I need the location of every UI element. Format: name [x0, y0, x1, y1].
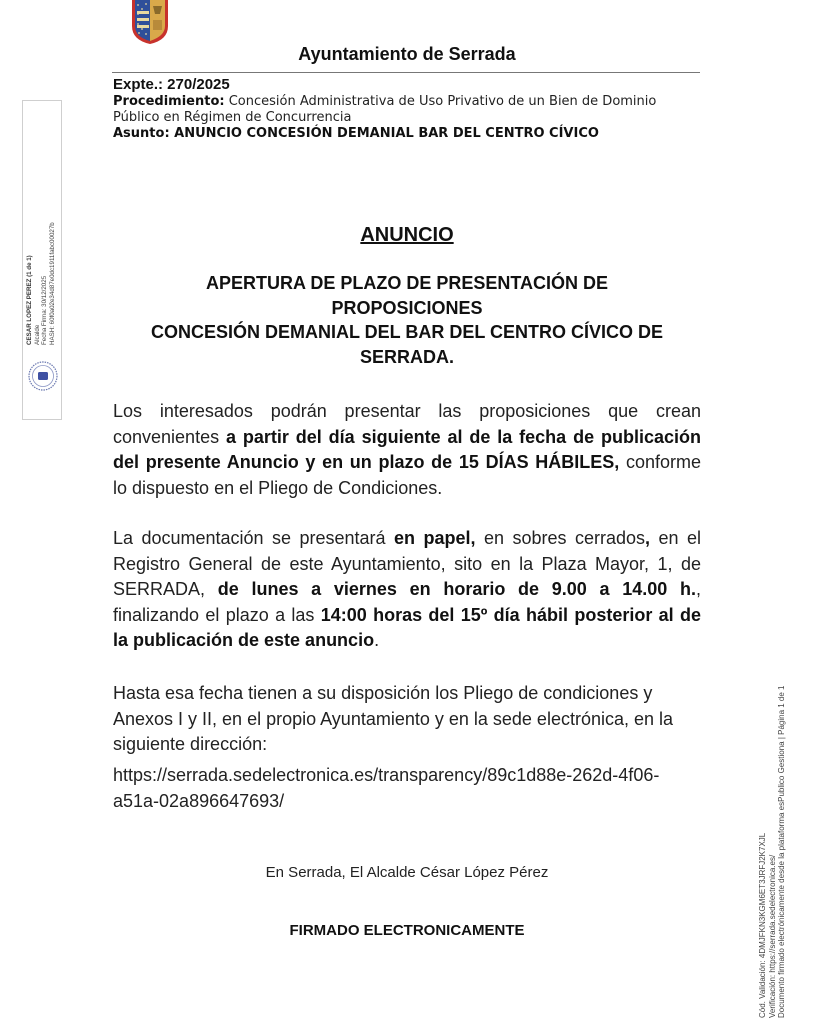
procedimiento-value: Concesión Administrativa de Uso Privativo de un Bien de Dominio Público en Régimen de Concurrencia: [113, 94, 657, 125]
signature-line: En Serrada, El Alcalde César López Pérez: [265, 864, 549, 881]
text-run: , finalizando el plazo a las: [113, 579, 701, 625]
text-run: .: [374, 630, 380, 650]
document-subtitle: [112, 271, 702, 369]
paragraph-documentacion: [113, 526, 701, 654]
signature-stamp-text: [26, 222, 56, 345]
validation-side-text: [758, 686, 787, 1019]
text-run: Los interesados podrán presentar las proposiciones que crean convenientes: [113, 401, 701, 447]
signature-hash: HASH: 60f0a02e34d87e0dc1911fabc00027b: [48, 222, 56, 345]
bold-run: a partir del día siguiente al de la fecha de publicación del presente Anuncio y en un plazo de 15 DÍAS HÁBILES,: [113, 426, 701, 472]
header-divider: [112, 72, 700, 73]
electronic-signature-label: FIRMADO ELECTRONICAMENTE: [289, 922, 525, 939]
text-run: en el Registro General de este Ayuntamiento, sito en la Plaza Mayor, 1, de SERRADA,: [113, 528, 701, 599]
paragraph-plazo: [113, 399, 701, 501]
transparency-link[interactable]: [113, 762, 713, 814]
text-run: La documentación se presentará: [113, 528, 395, 548]
document-heading: ANUNCIO: [360, 224, 454, 246]
paragraph-pliego: Hasta esa fecha tienen a su disposición los Pliego de condiciones y Anexos I y II, en el propio Ayuntamiento y en la sede electrónica, en la siguiente dirección:: [113, 683, 674, 754]
text-run: en sobres cerrados: [475, 528, 646, 548]
platform-note: Documento firmado electrónicamente desde la plataforma esPublico Gestiona | Página 1 de 1: [777, 685, 786, 1018]
bold-run: ,: [645, 528, 651, 548]
subtitle-line: CONCESIÓN DEMANIAL DEL BAR DEL CENTRO CÍVICO DE: [150, 322, 664, 342]
signature-date: Fecha Firma: 30/12/2025: [41, 275, 48, 345]
asunto-text: Asunto: ANUNCIO CONCESIÓN DEMANIAL BAR DEL CENTRO CÍVICO: [113, 126, 599, 141]
procedimiento-line: [113, 94, 705, 126]
validation-code: Cód. Validación: 4DMJFKN3KGM6ET3JRFJ2K7XJL: [758, 832, 767, 1018]
municipal-coat-of-arms-icon: [130, 0, 170, 44]
subtitle-line: PROPOSICIONES: [331, 297, 483, 318]
link-line: https://serrada.sedelectronica.es/transparency/89c1d88e-262d-4f06-: [113, 765, 660, 785]
file-metadata: [113, 76, 705, 142]
procedimiento-label: Procedimiento:: [113, 94, 225, 109]
verification-url: Verificación: https://serrada.sedelectronica.es/: [767, 854, 777, 1018]
bold-run: 14:00 horas del 15º día hábil posterior al de la publicación de este anuncio: [113, 604, 701, 650]
bold-run: de lunes a viernes en horario de 9.00 a 14.00 h.: [217, 579, 696, 599]
link-line: a51a-02a896647693/: [113, 791, 285, 811]
bold-run: en papel,: [394, 528, 476, 548]
signer-role: Alcalde: [33, 324, 41, 345]
subtitle-line: SERRADA.: [359, 346, 454, 367]
official-seal-icon: [27, 360, 59, 392]
municipality-title: Ayuntamiento de Serrada: [298, 44, 516, 64]
expediente-number: Expte.: 270/2025: [113, 76, 230, 93]
signer-name: CESAR LOPEZ PEREZ (1 de 1): [26, 255, 33, 345]
asunto-line: [113, 126, 705, 142]
subtitle-line: APERTURA DE PLAZO DE PRESENTACIÓN DE: [205, 273, 609, 293]
text-run: conforme lo dispuesto en el Pliego de Condiciones.: [113, 452, 701, 498]
